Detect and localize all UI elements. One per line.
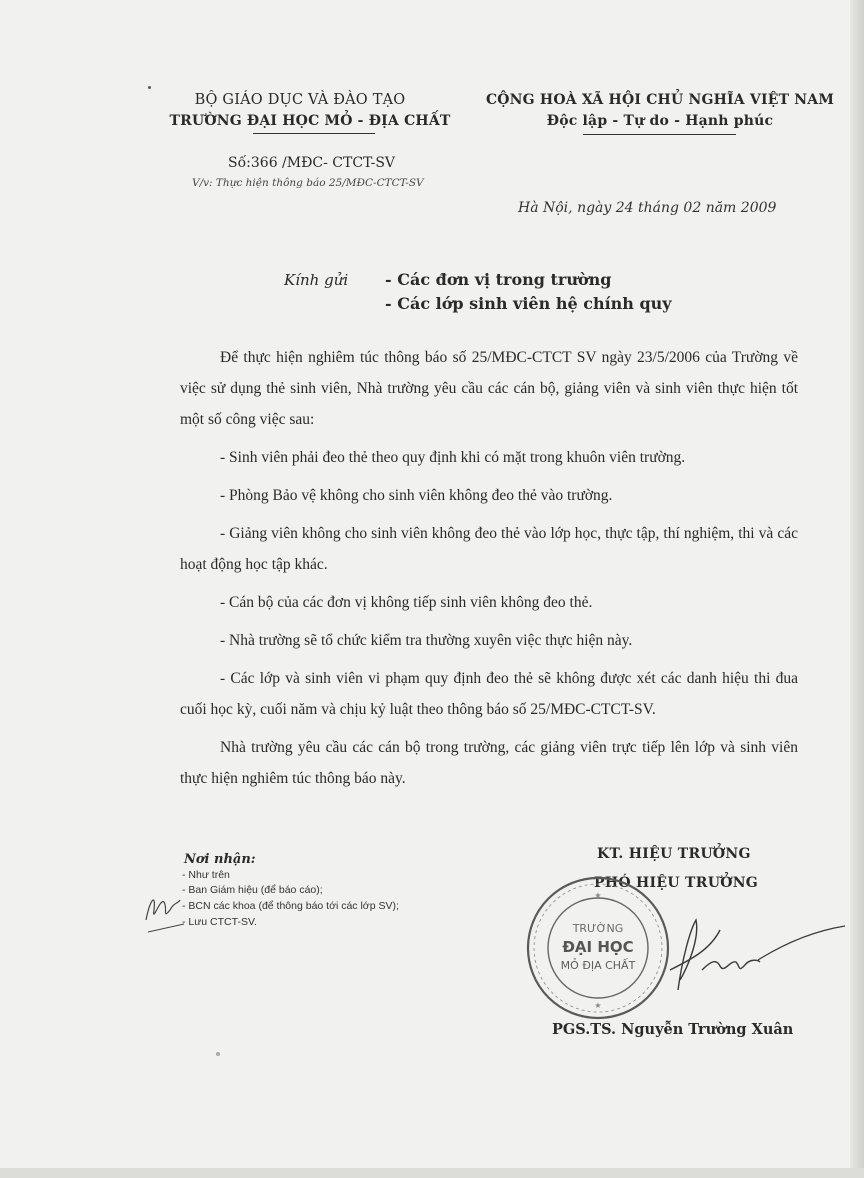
country-name: CỘNG HOÀ XÃ HỘI CHỦ NGHĨA VIỆT NAM (485, 92, 835, 108)
document-date: Hà Nội, ngày 24 tháng 02 năm 2009 (518, 200, 777, 216)
university-name: TRƯỜNG ĐẠI HỌC MỎ - ĐỊA CHẤT (169, 113, 451, 129)
recipients-label: Kính gửi (284, 271, 349, 289)
motto-underline (583, 134, 736, 135)
distribution-item: - Ban Giám hiệu (để báo cáo); (182, 884, 323, 896)
signature-subtitle: PHÓ HIỆU TRƯỞNG (594, 875, 759, 891)
handwritten-initials (140, 880, 190, 940)
svg-text:MỎ ĐỊA CHẤT: MỎ ĐỊA CHẤT (560, 959, 636, 972)
requirement-item: - Các lớp và sinh viên vi phạm quy định đeo thẻ sẽ không được xét các danh hiệu thi đua cuối học kỳ, cuối năm và chịu kỷ luật theo thông báo số 25/MĐC-CTCT-SV. (180, 670, 798, 718)
recipient-item: - Các đơn vị trong trường (385, 270, 612, 289)
svg-text:★: ★ (594, 891, 602, 900)
national-motto: Độc lập - Tự do - Hạnh phúc (546, 113, 774, 129)
requirement-item: - Sinh viên phải đeo thẻ theo quy định khi có mặt trong khuôn viên trường. (220, 449, 686, 466)
requirement-item: - Nhà trường sẽ tổ chức kiểm tra thường xuyên việc thực hiện này. (220, 632, 633, 649)
handwritten-signature (640, 900, 850, 1010)
subject-line: V/v: Thực hiện thông báo 25/MĐC-CTCT-SV (192, 177, 424, 189)
svg-text:TRƯỜNG: TRƯỜNG (572, 922, 624, 935)
intro-paragraph: Để thực hiện nghiêm túc thông báo số 25/MĐC-CTCT SV ngày 23/5/2006 của Trường về việc sử dụng thẻ sinh viên, Nhà trường yêu cầu các cán bộ, giảng viên và sinh viên thực hiện tốt một số công việc sau: (180, 349, 798, 428)
distribution-item: - Lưu CTCT-SV. (182, 916, 257, 928)
distribution-item: - BCN các khoa (để thông báo tới các lớp SV); (182, 900, 399, 912)
scan-edge-right (850, 0, 864, 1178)
ministry-name: BỘ GIÁO DỤC VÀ ĐÀO TẠO (194, 92, 406, 108)
scan-speck (216, 1052, 220, 1056)
svg-text:★: ★ (594, 1001, 602, 1010)
distribution-item: - Như trên (182, 869, 230, 881)
scan-speck (148, 86, 151, 89)
distribution-title: Nơi nhận: (184, 852, 256, 867)
recipient-item: - Các lớp sinh viên hệ chính quy (385, 294, 672, 313)
reference-number: Số:366 /MĐC- CTCT-SV (228, 155, 396, 171)
requirement-item: - Cán bộ của các đơn vị không tiếp sinh viên không đeo thẻ. (220, 594, 593, 611)
signature-title: KT. HIỆU TRƯỞNG (597, 846, 751, 862)
document-body (180, 342, 798, 794)
svg-text:ĐẠI HỌC: ĐẠI HỌC (562, 938, 634, 956)
scan-edge-bottom (0, 1168, 864, 1178)
university-underline (253, 133, 375, 134)
signatory-name: PGS.TS. Nguyễn Trường Xuân (552, 1021, 794, 1038)
requirement-item: - Giảng viên không cho sinh viên không đeo thẻ vào lớp học, thực tập, thí nghiệm, thi và các hoạt động học tập khác. (180, 525, 798, 573)
closing-paragraph: Nhà trường yêu cầu các cán bộ trong trường, các giảng viên trực tiếp lên lớp và sinh viên thực hiện nghiêm túc thông báo này. (180, 739, 798, 787)
requirement-item: - Phòng Bảo vệ không cho sinh viên không đeo thẻ vào trường. (220, 487, 613, 504)
